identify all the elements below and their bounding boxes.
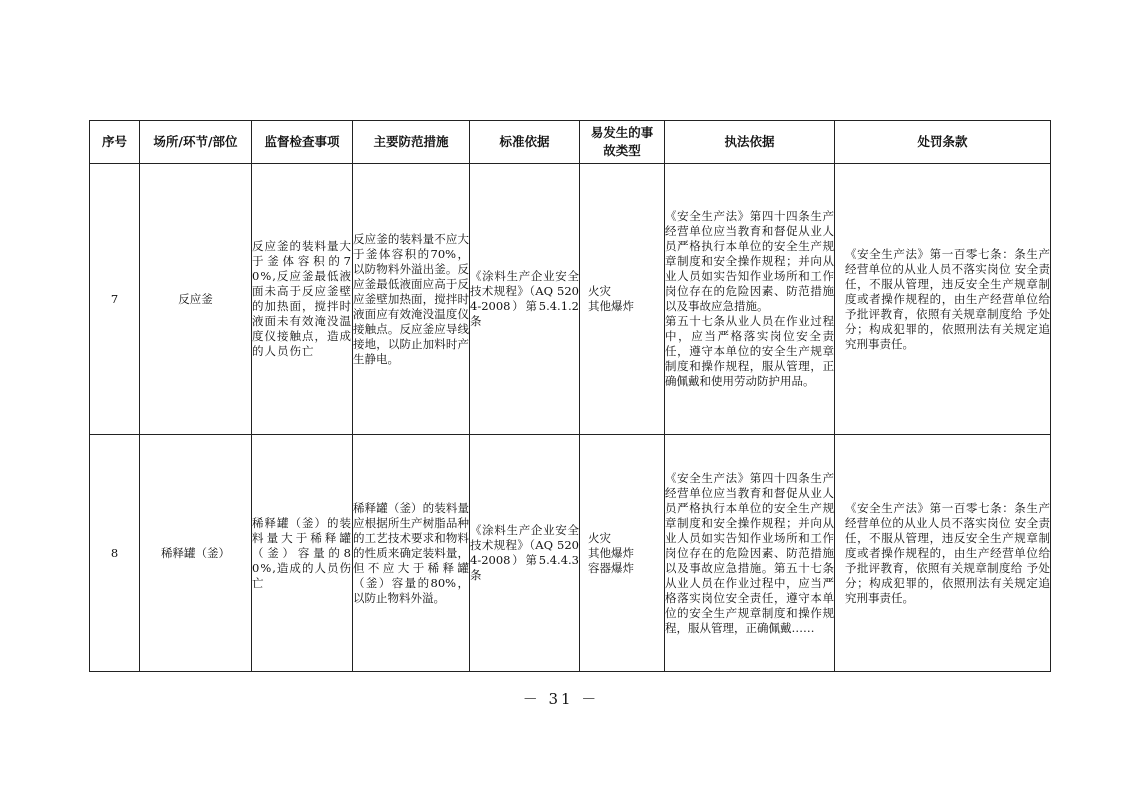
- header-standard: 标准依据: [470, 121, 580, 164]
- row-standard: 《涂料生产企业安全技术规程》（AQ 5204-2008）第5.4.1.2条: [470, 164, 580, 435]
- regulation-table: [89, 120, 1051, 672]
- row-number: 8: [90, 435, 140, 672]
- header-law: 执法依据: [665, 121, 835, 164]
- row-law: 《安全生产法》第四十四条生产经营单位应当教育和督促从业人员严格执行本单位的安全生产规章制度和安全操作规程；并向从业人员如实告知作业场所和工作岗位存在的危险因素、防范措施以及事故应急措施。 第五十七条从业人员在作业过程中，应当严格落实岗位安全责任，遵守本单位的安全生产规章制度和操作规程，服从管理，正确佩戴和使用劳动防护用品。: [665, 164, 835, 435]
- header-measures: 主要防范措施: [353, 121, 470, 164]
- header-penalty: 处罚条款: [835, 121, 1051, 164]
- row-measures: 稀释罐（釜）的装料量应根据所生产树脂品种的工艺技术要求和物料的性质来确定装料量，但不应大于稀释罐（釜）容量的80%，以防止物料外溢。: [353, 435, 470, 672]
- row-standard: 《涂料生产企业安全技术规程》（AQ 5204-2008）第5.4.4.3条: [470, 435, 580, 672]
- row-accident: 火灾 其他爆炸: [580, 164, 665, 435]
- header-row: [90, 121, 1051, 164]
- row-measures: 反应釜的装料量不应大于釜体容积的70%，以防物料外溢出釜。反应釜最低液面应高于反应釜壁加热面，搅拌时液面应有效淹没温度仪接触点。反应釜应导线接地，以防止加料时产生静电。: [353, 164, 470, 435]
- row-inspection: 反应釜的装料量大于釜体容积的70%,反应釜最低液面未高于反应釜壁的加热面，搅拌时液面未有效淹没温度仪接触点，造成的人员伤亡: [252, 164, 353, 435]
- row-number: 7: [90, 164, 140, 435]
- table-row: [90, 164, 1051, 435]
- row-law: 《安全生产法》第四十四条生产经营单位应当教育和督促从业人员严格执行本单位的安全生产规章制度和安全操作规程；并向从业人员如实告知作业场所和工作岗位存在的危险因素、防范措施以及事故应急措施。第五十七条从业人员在作业过程中，应当严格落实岗位安全责任，遵守本单位的安全生产规章制度和操作规程，服从管理，正确佩戴……: [665, 435, 835, 672]
- row-place: 反应釜: [140, 164, 252, 435]
- row-accident: 火灾 其他爆炸 容器爆炸: [580, 435, 665, 672]
- header-accident: 易发生的事故类型: [580, 121, 665, 164]
- row-penalty: 《安全生产法》第一百零七条：条生产经营单位的从业人员不落实岗位 安全责任，不服从管理，违反安全生产规章制度或者操作规程的，由生产经营单位给予批评教育，依照有关规章制度给 予处分；构成犯罪的，依照刑法有关规定追究刑事责任。: [835, 164, 1051, 435]
- header-no: 序号: [90, 121, 140, 164]
- row-place: 稀释罐（釜）: [140, 435, 252, 672]
- table-row: [90, 435, 1051, 672]
- page-number: － 31 －: [522, 690, 600, 708]
- header-place: 场所/环节/部位: [140, 121, 252, 164]
- row-penalty: 《安全生产法》第一百零七条：条生产经营单位的从业人员不落实岗位 安全责任，不服从管理，违反安全生产规章制度或者操作规程的，由生产经营单位给予批评教育，依照有关规章制度给 予处分；构成犯罪的，依照刑法有关规定追究刑事责任。: [835, 435, 1051, 672]
- header-inspection: 监督检查事项: [252, 121, 353, 164]
- row-inspection: 稀释罐（釜）的装料量大于稀释罐（釜）容量的80%,造成的人员伤亡: [252, 435, 353, 672]
